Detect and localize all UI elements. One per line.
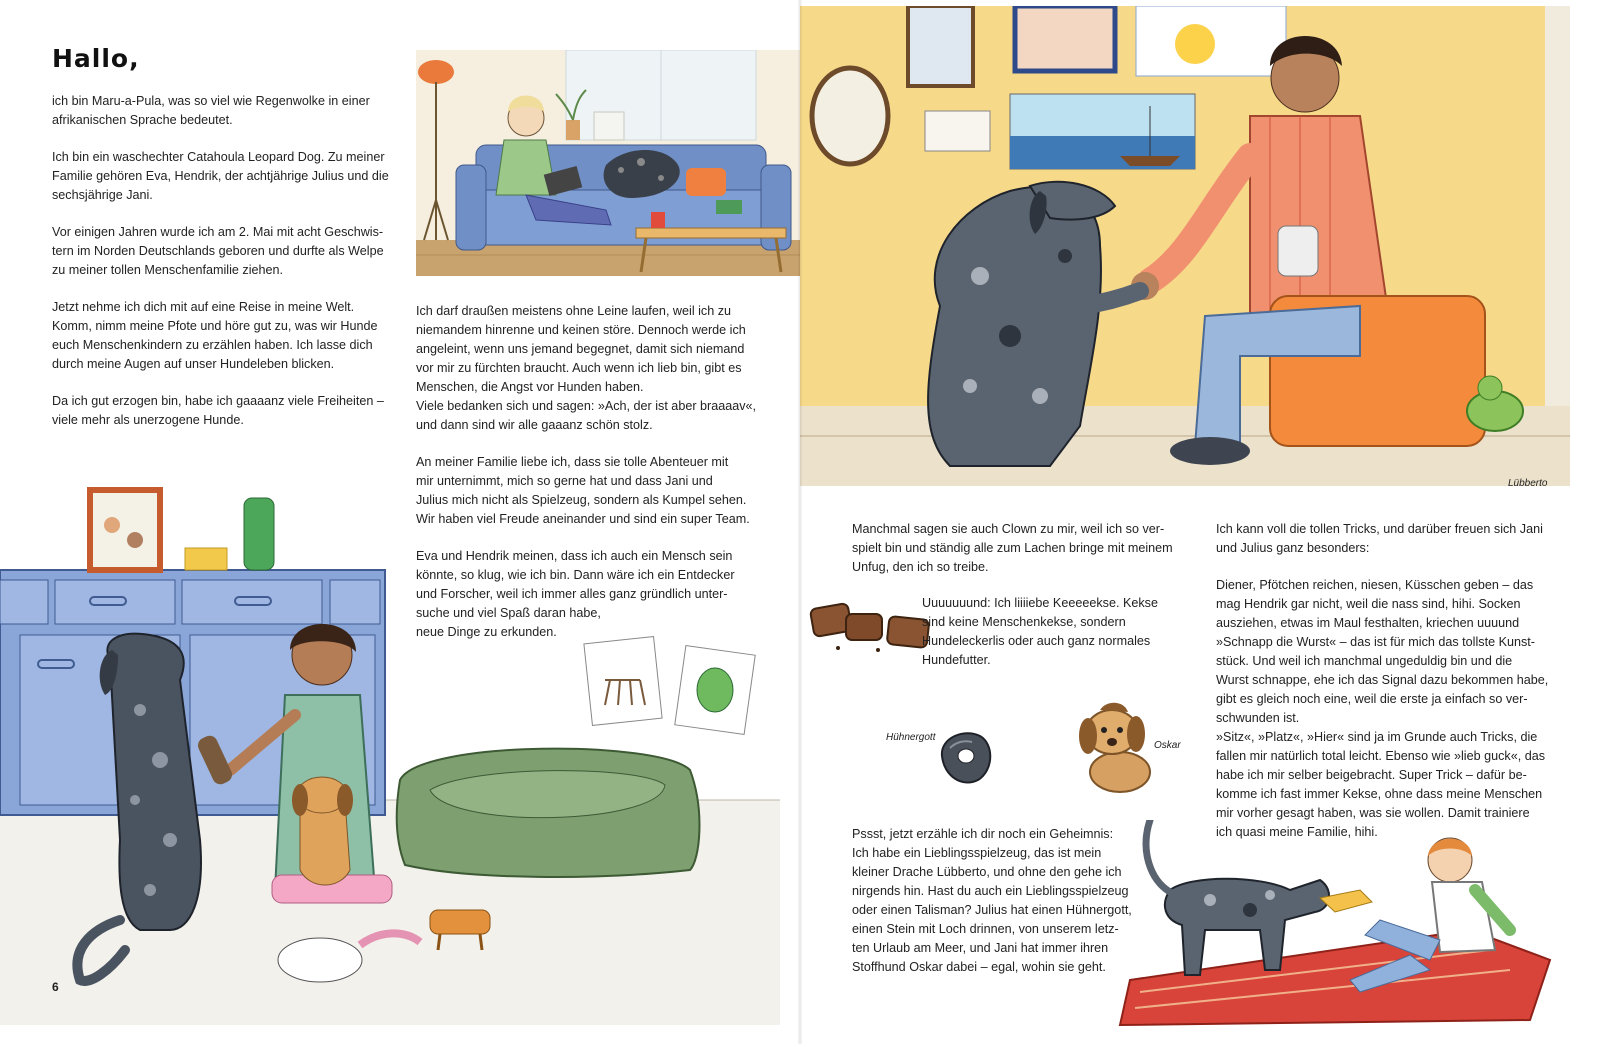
right-text-column-clown — [852, 520, 1192, 577]
cookie-paragraph: Uuuuuuund: Ich liiiiebe Keeeeekse. Kekse sind keine Menschenkekse, sondern Hundeleckerlis oder auch ganz normales Hundefutter. — [922, 596, 1158, 667]
oskar-plush — [1070, 698, 1166, 796]
paragraph: Ich darf draußen meistens ohne Leine laufen, weil ich zu niemandem hinrenne und keinen störe. Dennoch werde ich angeleint, wenn uns jemand begegnet, damit sich niemand vor mir zu fürchten braucht. Auch wenn ich lieb bin, gibt es Menschen, die Angst vor Hunden haben. Viele bedanken sich und sagen: »Ach, der ist aber braaaav«, und dann sind wir alle gaaanz schön stolz. — [416, 304, 757, 432]
paragraph: Eva und Hendrik meinen, dass ich auch ein Mensch sein könnte, so klug, wie ich bin. Dann wäre ich ein Entdecker und Forscher, weil ich immer alles ganz gründlich unter- suche und viel Spaß daran habe, neue Dinge zu erkunden. — [416, 549, 735, 639]
sofa-illustration — [416, 50, 800, 276]
paragraph: Diener, Pfötchen reichen, niesen, Küsschen geben – das mag Hendrik gar nicht, weil die nass sind, hihi. Socken ausziehen, etwas im Maul festhalten, kriechen uuuund »Schnapp die Wurst« – das ist für mich das tollste Kunst- stück. Und weil ich manchmal ungeduldig bin und die Wurst schnappe, ehe ich das Signal dazu bekommen habe, gibt es gleich noch eine, weil die erste ja einfach so ver- schwunden ist. »Sitz«, »Platz«, »Hier« sind ja im Grunde auch Tricks, die fallen mir natürlich total leicht. Ebenso wie »lieb guck«, das habe ich mir selber beigebracht. Super Trick – dafür be- komme ich fast immer Kekse, ohne dass meine Menschen mir vorher gesagt haben, was sie wollen. Damit trainiere ich quasi meine Familie, hihi. — [1216, 578, 1549, 839]
paragraph: Pssst, jetzt erzähle ich dir noch ein Geheimnis: Ich habe ein Lieblingsspielzeug, das ist mein kleiner Drache Lübberto, und ohne den gehe ich nirgends hin. Hast du auch ein Lieblingsspielzeug oder einen Talisman? Julius hat einen Hühnergott, einen Stein mit Loch drinnen, von unserem letz- ten Urlaub am Meer, und Jani hat immer ihren Stoffhund Oskar dabei – egal, wohin sie geht. — [852, 827, 1132, 974]
page-heading: Hallo, — [52, 44, 140, 73]
blanket-illustration — [1110, 820, 1570, 1030]
caption-oskar: Oskar — [1154, 740, 1181, 751]
right-text-column-secret — [852, 825, 1162, 977]
huehnergott-stone — [934, 726, 996, 788]
paragraph: Vor einigen Jahren wurde ich am 2. Mai mit acht Geschwis- tern im Norden Deutschlands geboren und durfte als Welpe zu meiner tollen Menschenfamilie ziehen. — [52, 225, 384, 277]
middle-text-column — [416, 302, 761, 642]
paragraph: Manchmal sagen sie auch Clown zu mir, weil ich so ver- spielt bin und ständig alle zum Lachen bringe mit meinem Unfug, den ich so treibe. — [852, 522, 1173, 574]
paragraph: Da ich gut erzogen bin, habe ich gaaaanz viele Freiheiten – viele mehr als unerzogene Hunde. — [52, 394, 384, 427]
paragraph: Ich kann voll die tollen Tricks, und darüber freuen sich Jani und Julius ganz besonders: — [1216, 522, 1543, 555]
page-gutter — [798, 0, 802, 1044]
caption-luebberto: Lübberto — [1508, 478, 1548, 489]
paragraph: Jetzt nehme ich dich mit auf eine Reise in meine Welt. Komm, nimm meine Pfote und höre gut zu, was wir Hunde euch Menschenkindern zu erzählen haben. Ich lasse dich durch meine Augen auf unser Hundeleben blicken. — [52, 300, 378, 371]
paragraph: Ich bin ein waschechter Catahoula Leopard Dog. Zu meiner Familie gehören Eva, Hendrik, der achtjährige Julius und die sechsjährige Jani. — [52, 150, 389, 202]
caption-huehnergott: Hühnergott — [886, 732, 936, 743]
right-text-column-tricks — [1216, 520, 1576, 842]
left-text-column — [52, 92, 392, 430]
paragraph: An meiner Familie liebe ich, dass sie tolle Abenteuer mit mir unternimmt, mich so gerne hat und dass Jani und Julius mich nicht als Spielzeug, sondern als Kumpel sehen. Wir haben viel Freude aneinander und sind ein super Team. — [416, 455, 750, 526]
cookies-illustration — [808, 600, 938, 660]
paragraph: ich bin Maru-a-Pula, was so viel wie Regenwolke in einer afrikanischen Sprache bedeutet. — [52, 94, 370, 127]
paw-illustration — [800, 6, 1570, 486]
page-number: 6 — [52, 980, 59, 994]
